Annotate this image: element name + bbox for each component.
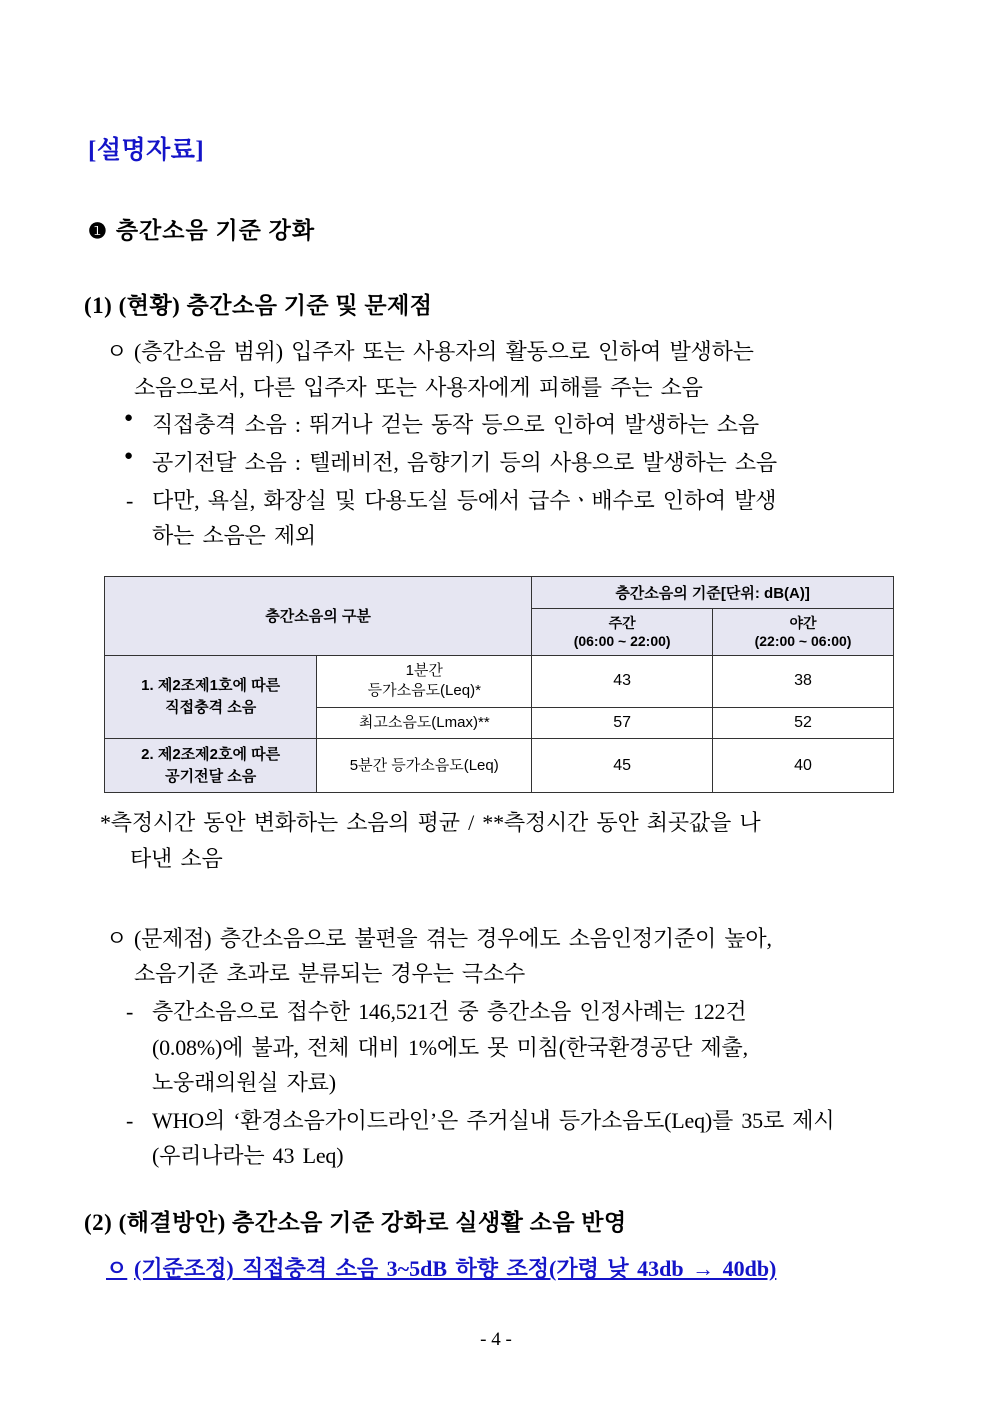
subsection-heading-1: (1) (현황) 층간소음 기준 및 문제점 — [84, 293, 433, 318]
table-cell-category-line: 2. 제2조제2호에 따른 — [141, 745, 281, 763]
list-item-line: (문제점) 층간소음으로 불편을 겪는 경우에도 소음인정기준이 높아, — [134, 925, 772, 951]
list-marker-circle: ㅇ — [106, 339, 128, 364]
page-number: - 4 - — [480, 1329, 512, 1350]
section-number-glyph: ❶ — [88, 219, 108, 243]
list-item — [120, 407, 912, 443]
list-item-line: (층간소음 범위) 입주자 또는 사용자의 활동으로 인하여 발생하는 — [134, 339, 754, 364]
dash-marker: - — [126, 487, 134, 513]
list-item-line: 노웅래의원실 자료) — [152, 1070, 336, 1096]
list-item — [100, 921, 912, 992]
list-item-line: 하는 소음은 제외 — [152, 523, 316, 549]
bullet-icon: ● — [124, 410, 133, 427]
dash-marker: - — [126, 1107, 134, 1133]
list-item-line: WHO의 ‘환경소음가이드라인’은 주거실내 등가소음도(Leq)를 35로 제시 — [152, 1107, 835, 1133]
noise-standard-table — [104, 576, 894, 794]
list-item — [120, 1103, 912, 1174]
table-footnote — [100, 805, 912, 876]
list-item-line: 직접충격 소음 : 뛰거나 걷는 동작 등으로 인하여 발생하는 소음 — [152, 412, 759, 438]
table-cell-category — [105, 738, 317, 793]
table-header-day-label: 주간 — [608, 614, 636, 631]
table-cell-night-value: 40 — [713, 738, 894, 793]
table-cell-metric — [317, 656, 532, 708]
list-item — [100, 1251, 912, 1287]
table-cell-day-value: 43 — [532, 656, 713, 708]
footnote-line: 타낸 소음 — [130, 846, 223, 871]
table-header-day-range: (06:00 ~ 22:00) — [573, 632, 671, 649]
table-cell-day-value: 57 — [532, 707, 713, 738]
table-header-night — [713, 608, 894, 655]
table-header-category: 층간소음의 구분 — [105, 576, 532, 655]
table-cell-metric: 5분간 등가소음도(Leq) — [317, 738, 532, 793]
table-header-night-label: 야간 — [789, 614, 817, 631]
table-cell-night-value: 52 — [713, 707, 894, 738]
list-marker-circle: ㅇ — [106, 1256, 128, 1281]
list-item — [120, 483, 912, 554]
dash-marker: - — [126, 998, 134, 1024]
table-cell-night-value: 38 — [713, 656, 894, 708]
table-row — [105, 738, 894, 793]
list-item — [120, 994, 912, 1101]
table-cell-metric-line: 등가소음도(Leq)* — [367, 682, 481, 700]
list-item-line: 소음기준 초과로 분류되는 경우는 극소수 — [134, 961, 526, 987]
table-cell-category-line: 1. 제2조제1호에 따른 — [141, 677, 281, 695]
list-marker-circle: ㅇ — [106, 925, 128, 951]
page-title: [설명자료] — [88, 137, 205, 164]
table-header-day — [532, 608, 713, 655]
footnote-line: *측정시간 동안 변화하는 소음의 평균 / **측정시간 동안 최곳값을 나 — [100, 810, 761, 836]
subsection-heading-2: (2) (해결방안) 층간소음 기준 강화로 실생활 소음 반영 — [84, 1210, 627, 1235]
table-cell-metric-line: 1분간 — [405, 662, 443, 680]
list-item-line: 공기전달 소음 : 텔레비전, 음향기기 등의 사용으로 발생하는 소음 — [152, 449, 777, 475]
table-header-night-range: (22:00 ~ 06:00) — [754, 632, 852, 649]
list-item-line: 소음으로서, 다른 입주자 또는 사용자에게 피해를 주는 소음 — [134, 374, 703, 400]
list-item-line: (0.08%)에 불과, 전체 대비 1%에도 못 미침(한국환경공단 제출, — [152, 1034, 748, 1060]
table-cell-category-line: 직접충격 소음 — [165, 699, 257, 716]
list-item-line: 층간소음으로 접수한 146,521건 중 층간소음 인정사례는 122건 — [152, 998, 747, 1024]
table-cell-category — [105, 656, 317, 739]
list-item-line: 다만, 욕실, 화장실 및 다용도실 등에서 급수ㆍ배수로 인하여 발생 — [152, 487, 777, 513]
section-heading — [88, 212, 912, 245]
table-cell-metric: 최고소음도(Lmax)** — [317, 707, 532, 738]
list-item — [120, 445, 912, 481]
table-row — [105, 656, 894, 708]
list-item-line: (우리나라는 43 Leq) — [152, 1143, 344, 1169]
table-cell-category-line: 공기전달 소음 — [165, 767, 257, 785]
list-item — [100, 334, 912, 405]
table-cell-day-value: 45 — [532, 738, 713, 793]
section-heading-label: 층간소음 기준 강화 — [115, 218, 316, 243]
bullet-icon: ● — [124, 447, 133, 464]
table-header-standard: 층간소음의 기준[단위: dB(A)] — [532, 576, 894, 608]
table-header-row — [105, 576, 894, 608]
list-item-line: (기준조정) 직접충격 소음 3~5dB 하향 조정(가령 낮 43db → 40db) — [134, 1256, 777, 1281]
